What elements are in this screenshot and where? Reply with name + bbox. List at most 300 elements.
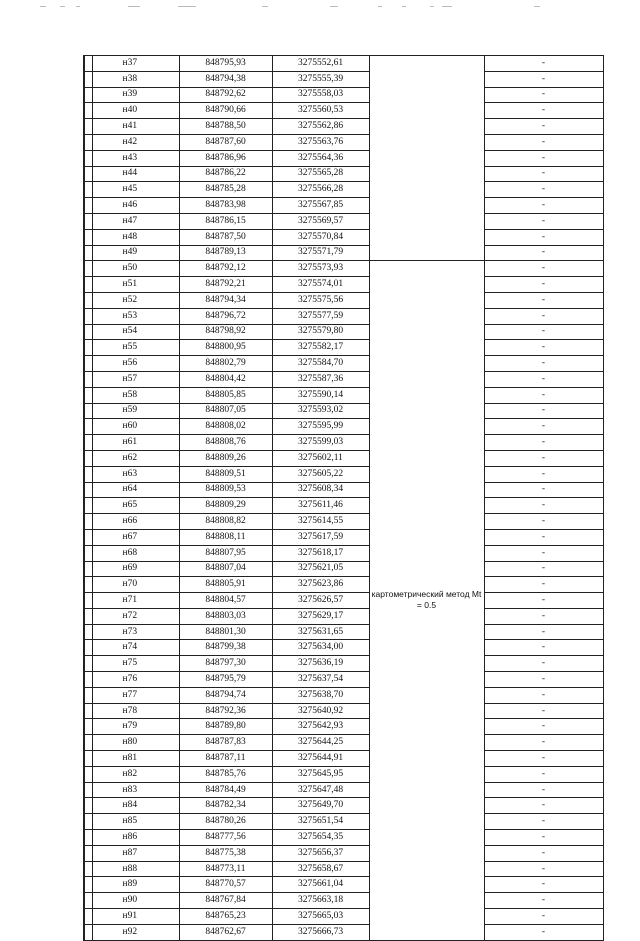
point-number-cell: н76 bbox=[92, 672, 179, 688]
row-margin-cell bbox=[84, 450, 92, 466]
row-margin-cell bbox=[84, 356, 92, 372]
row-margin-cell bbox=[84, 593, 92, 609]
note-cell: - bbox=[484, 403, 603, 419]
y-coordinate-cell: 3275573,93 bbox=[272, 261, 369, 277]
note-cell: - bbox=[484, 356, 603, 372]
coordinates-table-body bbox=[84, 56, 603, 941]
x-coordinate-cell: 848796,72 bbox=[179, 308, 272, 324]
table-row bbox=[84, 529, 603, 545]
x-coordinate-cell: 848792,62 bbox=[179, 87, 272, 103]
y-coordinate-cell: 3275617,59 bbox=[272, 529, 369, 545]
point-number-cell: н53 bbox=[92, 308, 179, 324]
note-cell: - bbox=[484, 861, 603, 877]
row-margin-cell bbox=[84, 198, 92, 214]
y-coordinate-cell: 3275642,93 bbox=[272, 719, 369, 735]
y-coordinate-cell: 3275629,17 bbox=[272, 608, 369, 624]
x-coordinate-cell: 848800,95 bbox=[179, 340, 272, 356]
y-coordinate-cell: 3275579,80 bbox=[272, 324, 369, 340]
table-row bbox=[84, 166, 603, 182]
x-coordinate-cell: 848785,76 bbox=[179, 766, 272, 782]
table-row bbox=[84, 245, 603, 261]
coordinates-table bbox=[83, 55, 604, 941]
table-row bbox=[84, 134, 603, 150]
point-number-cell: н83 bbox=[92, 782, 179, 798]
y-coordinate-cell: 3275665,03 bbox=[272, 909, 369, 925]
x-coordinate-cell: 848802,79 bbox=[179, 356, 272, 372]
note-cell: - bbox=[484, 340, 603, 356]
row-margin-cell bbox=[84, 340, 92, 356]
note-cell: - bbox=[484, 545, 603, 561]
table-row bbox=[84, 877, 603, 893]
x-coordinate-cell: 848798,92 bbox=[179, 324, 272, 340]
note-cell: - bbox=[484, 561, 603, 577]
row-margin-cell bbox=[84, 387, 92, 403]
point-number-cell: н84 bbox=[92, 798, 179, 814]
note-cell: - bbox=[484, 577, 603, 593]
y-coordinate-cell: 3275621,05 bbox=[272, 561, 369, 577]
row-margin-cell bbox=[84, 150, 92, 166]
point-number-cell: н67 bbox=[92, 529, 179, 545]
y-coordinate-cell: 3275566,28 bbox=[272, 182, 369, 198]
point-number-cell: н69 bbox=[92, 561, 179, 577]
point-number-cell: н65 bbox=[92, 498, 179, 514]
table-row bbox=[84, 450, 603, 466]
y-coordinate-cell: 3275555,39 bbox=[272, 71, 369, 87]
point-number-cell: н81 bbox=[92, 751, 179, 767]
point-number-cell: н92 bbox=[92, 924, 179, 940]
point-number-cell: н78 bbox=[92, 703, 179, 719]
note-cell: - bbox=[484, 845, 603, 861]
x-coordinate-cell: 848795,93 bbox=[179, 56, 272, 72]
point-number-cell: н39 bbox=[92, 87, 179, 103]
x-coordinate-cell: 848788,50 bbox=[179, 119, 272, 135]
x-coordinate-cell: 848805,91 bbox=[179, 577, 272, 593]
table-row bbox=[84, 198, 603, 214]
table-row bbox=[84, 403, 603, 419]
note-cell: - bbox=[484, 830, 603, 846]
x-coordinate-cell: 848808,02 bbox=[179, 419, 272, 435]
y-coordinate-cell: 3275595,99 bbox=[272, 419, 369, 435]
row-margin-cell bbox=[84, 261, 92, 277]
row-margin-cell bbox=[84, 292, 92, 308]
table-row bbox=[84, 103, 603, 119]
x-coordinate-cell: 848789,80 bbox=[179, 719, 272, 735]
table-row bbox=[84, 735, 603, 751]
row-margin-cell bbox=[84, 229, 92, 245]
note-cell: - bbox=[484, 529, 603, 545]
x-coordinate-cell: 848786,96 bbox=[179, 150, 272, 166]
note-cell: - bbox=[484, 387, 603, 403]
y-coordinate-cell: 3275611,46 bbox=[272, 498, 369, 514]
table-row bbox=[84, 687, 603, 703]
row-margin-cell bbox=[84, 656, 92, 672]
row-margin-cell bbox=[84, 782, 92, 798]
point-number-cell: н56 bbox=[92, 356, 179, 372]
row-margin-cell bbox=[84, 498, 92, 514]
row-margin-cell bbox=[84, 324, 92, 340]
y-coordinate-cell: 3275563,76 bbox=[272, 134, 369, 150]
y-coordinate-cell: 3275571,79 bbox=[272, 245, 369, 261]
note-cell: - bbox=[484, 735, 603, 751]
row-margin-cell bbox=[84, 814, 92, 830]
note-cell: - bbox=[484, 640, 603, 656]
note-cell: - bbox=[484, 308, 603, 324]
point-number-cell: н49 bbox=[92, 245, 179, 261]
y-coordinate-cell: 3275574,01 bbox=[272, 277, 369, 293]
note-cell: - bbox=[484, 924, 603, 940]
table-row bbox=[84, 798, 603, 814]
table-row bbox=[84, 340, 603, 356]
note-cell: - bbox=[484, 719, 603, 735]
point-number-cell: н62 bbox=[92, 450, 179, 466]
y-coordinate-cell: 3275614,55 bbox=[272, 514, 369, 530]
row-margin-cell bbox=[84, 924, 92, 940]
table-row bbox=[84, 766, 603, 782]
row-margin-cell bbox=[84, 545, 92, 561]
row-margin-cell bbox=[84, 719, 92, 735]
point-number-cell: н55 bbox=[92, 340, 179, 356]
point-number-cell: н66 bbox=[92, 514, 179, 530]
note-cell: - bbox=[484, 182, 603, 198]
x-coordinate-cell: 848807,05 bbox=[179, 403, 272, 419]
y-coordinate-cell: 3275656,37 bbox=[272, 845, 369, 861]
point-number-cell: н63 bbox=[92, 466, 179, 482]
y-coordinate-cell: 3275602,11 bbox=[272, 450, 369, 466]
x-coordinate-cell: 848773,11 bbox=[179, 861, 272, 877]
note-cell: - bbox=[484, 814, 603, 830]
y-coordinate-cell: 3275638,70 bbox=[272, 687, 369, 703]
y-coordinate-cell: 3275599,03 bbox=[272, 435, 369, 451]
table-row bbox=[84, 751, 603, 767]
row-margin-cell bbox=[84, 624, 92, 640]
table-row bbox=[84, 608, 603, 624]
y-coordinate-cell: 3275562,86 bbox=[272, 119, 369, 135]
y-coordinate-cell: 3275647,48 bbox=[272, 782, 369, 798]
x-coordinate-cell: 848765,23 bbox=[179, 909, 272, 925]
x-coordinate-cell: 848792,36 bbox=[179, 703, 272, 719]
point-number-cell: н41 bbox=[92, 119, 179, 135]
point-number-cell: н72 bbox=[92, 608, 179, 624]
y-coordinate-cell: 3275570,84 bbox=[272, 229, 369, 245]
table-row bbox=[84, 466, 603, 482]
x-coordinate-cell: 848807,04 bbox=[179, 561, 272, 577]
table-row bbox=[84, 545, 603, 561]
note-cell: - bbox=[484, 798, 603, 814]
x-coordinate-cell: 848792,12 bbox=[179, 261, 272, 277]
row-margin-cell bbox=[84, 608, 92, 624]
note-cell: - bbox=[484, 608, 603, 624]
x-coordinate-cell: 848809,26 bbox=[179, 450, 272, 466]
x-coordinate-cell: 848785,28 bbox=[179, 182, 272, 198]
note-cell: - bbox=[484, 687, 603, 703]
x-coordinate-cell: 848808,11 bbox=[179, 529, 272, 545]
y-coordinate-cell: 3275631,65 bbox=[272, 624, 369, 640]
row-margin-cell bbox=[84, 561, 92, 577]
note-cell: - bbox=[484, 277, 603, 293]
y-coordinate-cell: 3275560,53 bbox=[272, 103, 369, 119]
table-row bbox=[84, 182, 603, 198]
note-cell: - bbox=[484, 166, 603, 182]
y-coordinate-cell: 3275623,86 bbox=[272, 577, 369, 593]
point-number-cell: н80 bbox=[92, 735, 179, 751]
point-number-cell: н60 bbox=[92, 419, 179, 435]
row-margin-cell bbox=[84, 877, 92, 893]
table-row bbox=[84, 593, 603, 609]
y-coordinate-cell: 3275577,59 bbox=[272, 308, 369, 324]
note-cell: - bbox=[484, 782, 603, 798]
table-row bbox=[84, 229, 603, 245]
row-margin-cell bbox=[84, 371, 92, 387]
table-row bbox=[84, 292, 603, 308]
table-row bbox=[84, 71, 603, 87]
x-coordinate-cell: 848786,15 bbox=[179, 213, 272, 229]
row-margin-cell bbox=[84, 687, 92, 703]
point-number-cell: н46 bbox=[92, 198, 179, 214]
point-number-cell: н47 bbox=[92, 213, 179, 229]
point-number-cell: н57 bbox=[92, 371, 179, 387]
point-number-cell: н43 bbox=[92, 150, 179, 166]
x-coordinate-cell: 848787,50 bbox=[179, 229, 272, 245]
row-margin-cell bbox=[84, 766, 92, 782]
row-margin-cell bbox=[84, 245, 92, 261]
note-cell: - bbox=[484, 134, 603, 150]
note-cell: - bbox=[484, 213, 603, 229]
note-cell: - bbox=[484, 466, 603, 482]
point-number-cell: н45 bbox=[92, 182, 179, 198]
point-number-cell: н37 bbox=[92, 56, 179, 72]
x-coordinate-cell: 848804,57 bbox=[179, 593, 272, 609]
table-row bbox=[84, 830, 603, 846]
table-row bbox=[84, 87, 603, 103]
x-coordinate-cell: 848794,34 bbox=[179, 292, 272, 308]
point-number-cell: н48 bbox=[92, 229, 179, 245]
point-number-cell: н79 bbox=[92, 719, 179, 735]
note-cell: - bbox=[484, 435, 603, 451]
table-row bbox=[84, 150, 603, 166]
y-coordinate-cell: 3275626,57 bbox=[272, 593, 369, 609]
y-coordinate-cell: 3275564,36 bbox=[272, 150, 369, 166]
table-row bbox=[84, 356, 603, 372]
note-cell: - bbox=[484, 893, 603, 909]
note-cell: - bbox=[484, 324, 603, 340]
point-number-cell: н77 bbox=[92, 687, 179, 703]
table-row bbox=[84, 782, 603, 798]
note-cell: - bbox=[484, 150, 603, 166]
x-coordinate-cell: 848784,49 bbox=[179, 782, 272, 798]
note-cell: - bbox=[484, 482, 603, 498]
row-margin-cell bbox=[84, 119, 92, 135]
note-cell: - bbox=[484, 71, 603, 87]
row-margin-cell bbox=[84, 830, 92, 846]
row-margin-cell bbox=[84, 87, 92, 103]
y-coordinate-cell: 3275634,00 bbox=[272, 640, 369, 656]
x-coordinate-cell: 848809,53 bbox=[179, 482, 272, 498]
y-coordinate-cell: 3275645,95 bbox=[272, 766, 369, 782]
x-coordinate-cell: 848786,22 bbox=[179, 166, 272, 182]
point-number-cell: н64 bbox=[92, 482, 179, 498]
table-row bbox=[84, 561, 603, 577]
row-margin-cell bbox=[84, 703, 92, 719]
table-row bbox=[84, 719, 603, 735]
y-coordinate-cell: 3275558,03 bbox=[272, 87, 369, 103]
x-coordinate-cell: 848797,30 bbox=[179, 656, 272, 672]
x-coordinate-cell: 848787,11 bbox=[179, 751, 272, 767]
table-row bbox=[84, 324, 603, 340]
x-coordinate-cell: 848762,67 bbox=[179, 924, 272, 940]
y-coordinate-cell: 3275590,14 bbox=[272, 387, 369, 403]
table-row bbox=[84, 814, 603, 830]
table-row bbox=[84, 577, 603, 593]
table-row bbox=[84, 893, 603, 909]
row-margin-cell bbox=[84, 277, 92, 293]
scan-artifacts bbox=[0, 0, 640, 12]
method-cell: картометрический метод Mt = 0.5 bbox=[369, 261, 484, 940]
y-coordinate-cell: 3275666,73 bbox=[272, 924, 369, 940]
y-coordinate-cell: 3275618,17 bbox=[272, 545, 369, 561]
row-margin-cell bbox=[84, 213, 92, 229]
point-number-cell: н58 bbox=[92, 387, 179, 403]
note-cell: - bbox=[484, 198, 603, 214]
table-row bbox=[84, 435, 603, 451]
row-margin-cell bbox=[84, 735, 92, 751]
point-number-cell: н50 bbox=[92, 261, 179, 277]
method-cell-empty bbox=[369, 56, 484, 261]
y-coordinate-cell: 3275637,54 bbox=[272, 672, 369, 688]
row-margin-cell bbox=[84, 134, 92, 150]
table-row bbox=[84, 498, 603, 514]
row-margin-cell bbox=[84, 419, 92, 435]
table-row bbox=[84, 419, 603, 435]
point-number-cell: н74 bbox=[92, 640, 179, 656]
point-number-cell: н75 bbox=[92, 656, 179, 672]
y-coordinate-cell: 3275567,85 bbox=[272, 198, 369, 214]
table-row bbox=[84, 909, 603, 925]
x-coordinate-cell: 848809,51 bbox=[179, 466, 272, 482]
y-coordinate-cell: 3275649,70 bbox=[272, 798, 369, 814]
point-number-cell: н87 bbox=[92, 845, 179, 861]
y-coordinate-cell: 3275644,91 bbox=[272, 751, 369, 767]
x-coordinate-cell: 848809,29 bbox=[179, 498, 272, 514]
table-row bbox=[84, 924, 603, 940]
table-row bbox=[84, 277, 603, 293]
table-row bbox=[84, 56, 603, 72]
row-margin-cell bbox=[84, 893, 92, 909]
x-coordinate-cell: 848770,57 bbox=[179, 877, 272, 893]
y-coordinate-cell: 3275636,19 bbox=[272, 656, 369, 672]
row-margin-cell bbox=[84, 845, 92, 861]
row-margin-cell bbox=[84, 403, 92, 419]
point-number-cell: н70 bbox=[92, 577, 179, 593]
y-coordinate-cell: 3275654,35 bbox=[272, 830, 369, 846]
y-coordinate-cell: 3275663,18 bbox=[272, 893, 369, 909]
x-coordinate-cell: 848801,30 bbox=[179, 624, 272, 640]
row-margin-cell bbox=[84, 577, 92, 593]
row-margin-cell bbox=[84, 166, 92, 182]
point-number-cell: н42 bbox=[92, 134, 179, 150]
x-coordinate-cell: 848808,76 bbox=[179, 435, 272, 451]
point-number-cell: н88 bbox=[92, 861, 179, 877]
row-margin-cell bbox=[84, 798, 92, 814]
row-margin-cell bbox=[84, 861, 92, 877]
x-coordinate-cell: 848794,74 bbox=[179, 687, 272, 703]
note-cell: - bbox=[484, 624, 603, 640]
note-cell: - bbox=[484, 703, 603, 719]
y-coordinate-cell: 3275658,67 bbox=[272, 861, 369, 877]
note-cell: - bbox=[484, 593, 603, 609]
note-cell: - bbox=[484, 119, 603, 135]
y-coordinate-cell: 3275605,22 bbox=[272, 466, 369, 482]
point-number-cell: н85 bbox=[92, 814, 179, 830]
note-cell: - bbox=[484, 498, 603, 514]
note-cell: - bbox=[484, 245, 603, 261]
table-row bbox=[84, 845, 603, 861]
x-coordinate-cell: 848790,66 bbox=[179, 103, 272, 119]
x-coordinate-cell: 848807,95 bbox=[179, 545, 272, 561]
row-margin-cell bbox=[84, 751, 92, 767]
note-cell: - bbox=[484, 103, 603, 119]
note-cell: - bbox=[484, 419, 603, 435]
y-coordinate-cell: 3275640,92 bbox=[272, 703, 369, 719]
table-row bbox=[84, 119, 603, 135]
y-coordinate-cell: 3275584,70 bbox=[272, 356, 369, 372]
note-cell: - bbox=[484, 766, 603, 782]
table-row bbox=[84, 308, 603, 324]
point-number-cell: н68 bbox=[92, 545, 179, 561]
note-cell: - bbox=[484, 292, 603, 308]
point-number-cell: н71 bbox=[92, 593, 179, 609]
x-coordinate-cell: 848782,34 bbox=[179, 798, 272, 814]
note-cell: - bbox=[484, 450, 603, 466]
note-cell: - bbox=[484, 229, 603, 245]
table-row bbox=[84, 514, 603, 530]
row-margin-cell bbox=[84, 514, 92, 530]
note-cell: - bbox=[484, 656, 603, 672]
point-number-cell: н86 bbox=[92, 830, 179, 846]
y-coordinate-cell: 3275569,57 bbox=[272, 213, 369, 229]
table-row bbox=[84, 640, 603, 656]
point-number-cell: н40 bbox=[92, 103, 179, 119]
point-number-cell: н52 bbox=[92, 292, 179, 308]
x-coordinate-cell: 848804,42 bbox=[179, 371, 272, 387]
note-cell: - bbox=[484, 87, 603, 103]
x-coordinate-cell: 848799,38 bbox=[179, 640, 272, 656]
point-number-cell: н91 bbox=[92, 909, 179, 925]
table-row bbox=[84, 387, 603, 403]
row-margin-cell bbox=[84, 182, 92, 198]
point-number-cell: н44 bbox=[92, 166, 179, 182]
table-row bbox=[84, 672, 603, 688]
x-coordinate-cell: 848808,82 bbox=[179, 514, 272, 530]
note-cell: - bbox=[484, 514, 603, 530]
y-coordinate-cell: 3275587,36 bbox=[272, 371, 369, 387]
row-margin-cell bbox=[84, 466, 92, 482]
note-cell: - bbox=[484, 909, 603, 925]
row-margin-cell bbox=[84, 435, 92, 451]
y-coordinate-cell: 3275644,25 bbox=[272, 735, 369, 751]
table-row bbox=[84, 213, 603, 229]
x-coordinate-cell: 848794,38 bbox=[179, 71, 272, 87]
x-coordinate-cell: 848783,98 bbox=[179, 198, 272, 214]
y-coordinate-cell: 3275593,02 bbox=[272, 403, 369, 419]
x-coordinate-cell: 848767,84 bbox=[179, 893, 272, 909]
row-margin-cell bbox=[84, 640, 92, 656]
table-row bbox=[84, 656, 603, 672]
table-row bbox=[84, 261, 603, 277]
x-coordinate-cell: 848789,13 bbox=[179, 245, 272, 261]
x-coordinate-cell: 848803,03 bbox=[179, 608, 272, 624]
point-number-cell: н51 bbox=[92, 277, 179, 293]
row-margin-cell bbox=[84, 308, 92, 324]
